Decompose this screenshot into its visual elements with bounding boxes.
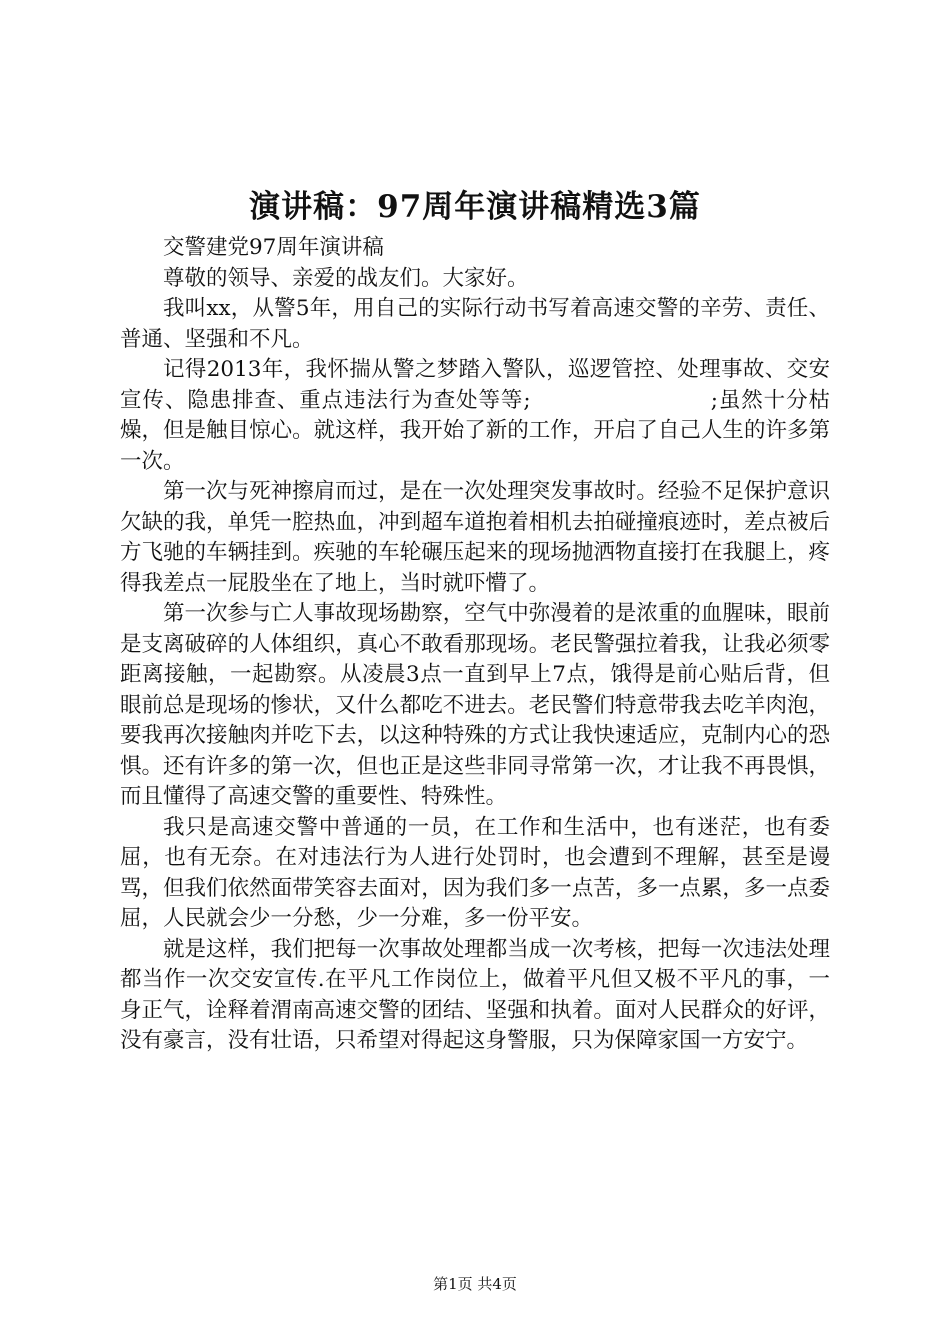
body-paragraph: 记得2013年，我怀揣从警之梦踏入警队，巡逻管控、处理事故、交安宣传、隐患排查、重点违法行为查处等等; ;虽然十分枯燥，但是触目惊心。就这样，我开始了新的工作，开启了自己人生的许多第一次。 [120, 357, 830, 474]
speech-subtitle: 交警建党97周年演讲稿 [163, 235, 384, 260]
body-paragraph: 我只是高速交警中普通的一员，在工作和生活中，也有迷茫，也有委屈，也有无奈。在对违法行为人进行处罚时，也会遭到不理解，甚至是谩骂，但我们依然面带笑容去面对，因为我们多一点苦，多一点累，多一点委屈，人民就会少一分愁，少一分难，多一份平安。 [120, 814, 830, 931]
body-paragraph: 我叫xx，从警5年，用自己的实际行动书写着高速交警的辛劳、责任、普通、坚强和不凡。 [120, 296, 830, 352]
body-paragraph: 第一次与死神擦肩而过，是在一次处理突发事故时。经验不足保护意识欠缺的我，单凭一腔热血，冲到超车道抱着相机去拍碰撞痕迹时，差点被后方飞驰的车辆挂到。疾驰的车轮碾压起来的现场抛洒物直接打在我腿上，疼得我差点一屁股坐在了地上，当时就吓懵了。 [120, 479, 830, 596]
document-title: 演讲稿：97周年演讲稿精选3篇 [249, 189, 701, 225]
page-footer: 第1页 共4页 [433, 1275, 517, 1293]
body-paragraph: 就是这样，我们把每一次事故处理都当成一次考核，把每一次违法处理都当作一次交安宣传.在平凡工作岗位上，做着平凡但又极不平凡的事，一身正气，诠释着渭南高速交警的团结、坚强和执着。面对人民群众的好评，没有豪言，没有壮语，只希望对得起这身警服，只为保障家国一方安宁。 [120, 936, 830, 1053]
body-paragraph: 第一次参与亡人事故现场勘察，空气中弥漫着的是浓重的血腥味，眼前是支离破碎的人体组织，真心不敢看那现场。老民警强拉着我，让我必须零距离接触，一起勘察。从凌晨3点一直到早上7点，饿得是前心贴后背，但眼前总是现场的惨状，又什么都吃不进去。老民警们特意带我去吃羊肉泡，要我再次接触肉并吃下去，以这种特殊的方式让我快速适应，克制内心的恐惧。还有许多的第一次，但也正是这些非同寻常第一次，才让我不再畏惧，而且懂得了高速交警的重要性、特殊性。 [120, 601, 830, 809]
document-body [120, 233, 830, 1057]
greeting-paragraph: 尊敬的领导、亲爱的战友们。大家好。 [163, 265, 529, 291]
